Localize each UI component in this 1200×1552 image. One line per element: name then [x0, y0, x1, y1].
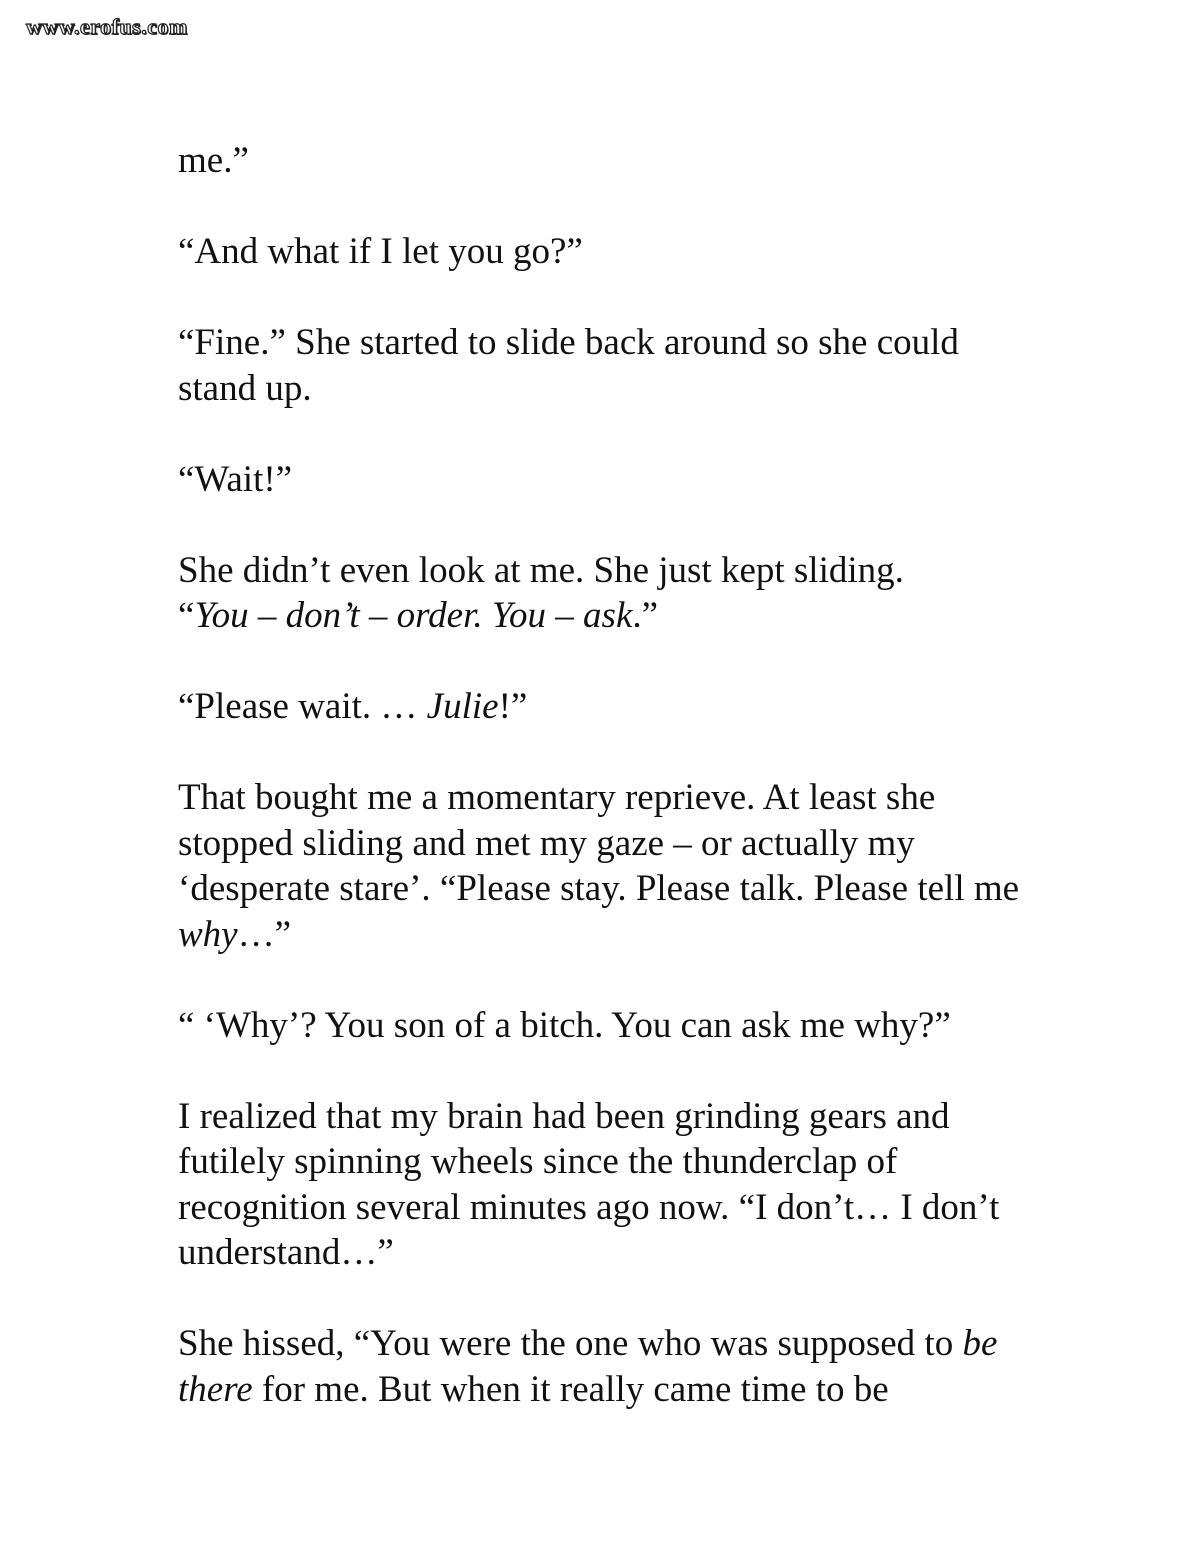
paragraph-text: !” [498, 686, 528, 727]
italic-text: Julie [426, 686, 499, 727]
italic-text: You – don’t – order. You – ask [194, 595, 633, 636]
paragraph-text: for me. But when it really came time to be [252, 1368, 889, 1410]
paragraph: “Fine.” She started to slide back around so she could stand up. [178, 322, 959, 409]
paragraph-text: That bought me a momentary reprieve. At least she stopped sliding and met my gaze – or actually my ‘desperate stare’. “Please stay. Please talk. Please tell me [178, 777, 1020, 909]
quote-open: “ [178, 595, 195, 636]
paragraph-text: She didn’t even look at me. She just kept sliding. [178, 549, 904, 591]
paragraph [178, 548, 1038, 639]
paragraph: “And what if I let you go?” [178, 231, 583, 272]
paragraph: “ ‘Why’? You son of a bitch. You can ask me why?” [178, 1004, 951, 1046]
paragraph [178, 775, 1038, 957]
paragraph-text: “Please wait. … [178, 686, 427, 727]
paragraph: I realized that my brain had been grinding gears and futilely spinning wheels since the thunderclap of recognition several minutes ago now. “I don’t… I don’t understand…” [178, 1095, 1000, 1273]
italic-text: why [178, 913, 238, 955]
paragraph [178, 684, 1038, 730]
italic-text: be there [178, 1323, 998, 1410]
quote-close: .” [632, 595, 659, 636]
paragraph-text: …” [237, 913, 292, 955]
paragraph: “Wait!” [178, 458, 293, 500]
paragraph: me.” [178, 140, 249, 181]
document-page [178, 138, 1038, 1412]
watermark-text: www.erofus.com [26, 14, 188, 39]
paragraph [178, 1321, 1038, 1412]
paragraph-text: She hissed, “You were the one who was supposed to [178, 1323, 963, 1364]
